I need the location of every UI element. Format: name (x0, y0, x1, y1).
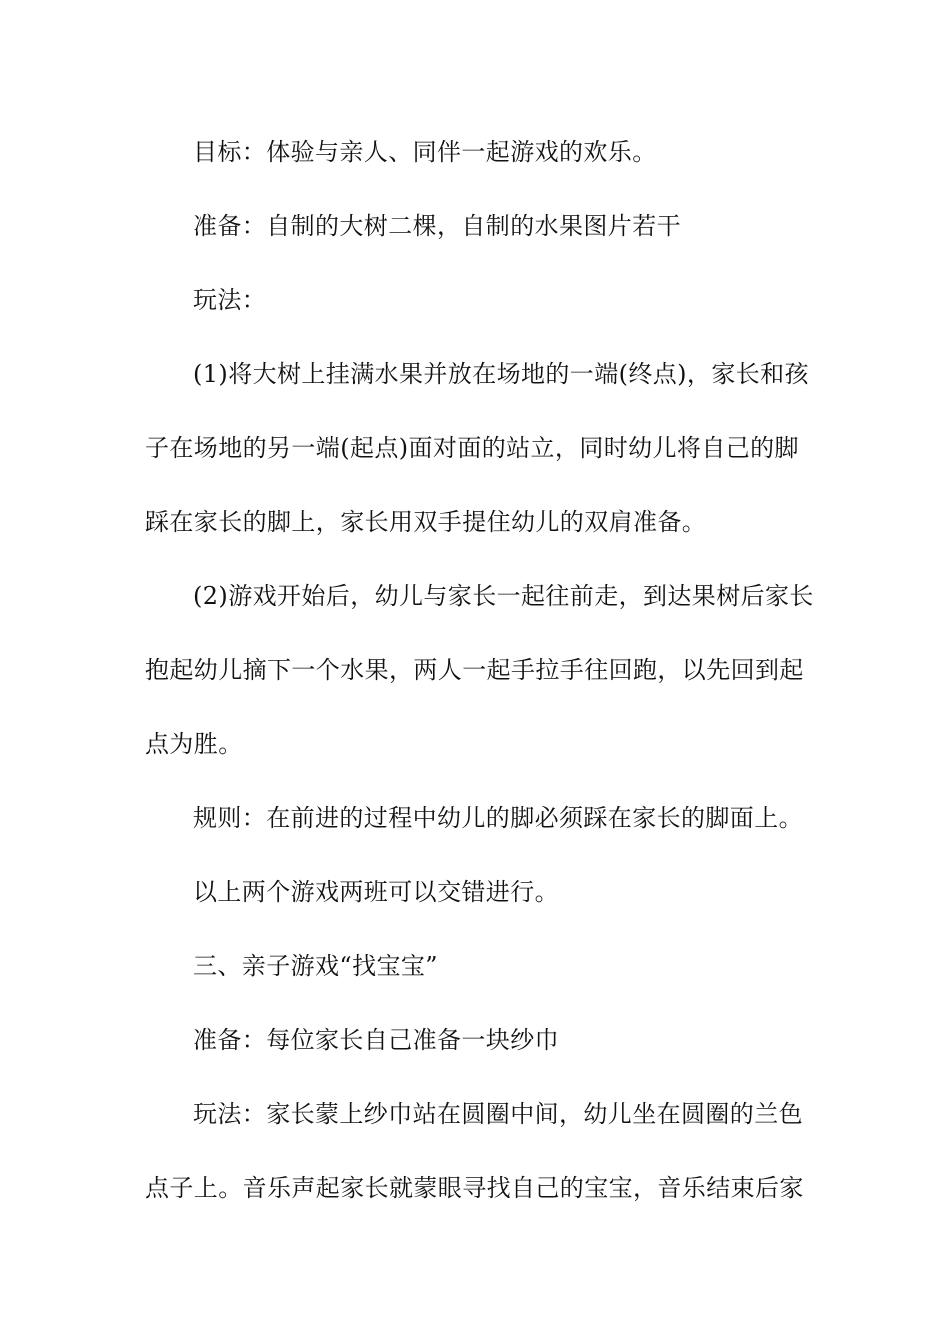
gameplay-heading: 玩法： (193, 286, 267, 314)
step-1-line-2: 子在场地的另一端(起点)面对面的站立，同时幼儿将自己的脚 (145, 434, 799, 462)
step-2-line-3: 点为胜。 (145, 730, 243, 758)
rules-line: 规则：在前进的过程中幼儿的脚必须踩在家长的脚面上。 (193, 804, 803, 832)
preparation-line: 准备：自制的大树二棵，自制的水果图片若干 (193, 212, 681, 240)
section-gameplay-line-1: 玩法：家长蒙上纱巾站在圆圈中间，幼儿坐在圆圈的兰色 (193, 1100, 803, 1128)
step-1-line-1: (1)将大树上挂满水果并放在场地的一端(终点)，家长和孩 (193, 360, 809, 388)
step-2-line-2: 抱起幼儿摘下一个水果，两人一起手拉手往回跑，以先回到起 (145, 656, 804, 684)
section-preparation-line: 准备：每位家长自己准备一块纱巾 (193, 1026, 559, 1054)
section-heading: 三、亲子游戏“找宝宝” (193, 952, 438, 980)
section-gameplay-line-2: 点子上。音乐声起家长就蒙眼寻找自己的宝宝，音乐结束后家 (145, 1174, 804, 1202)
step-1-line-3: 踩在家长的脚上，家长用双手提住幼儿的双肩准备。 (145, 508, 707, 536)
note-line: 以上两个游戏两班可以交错进行。 (193, 878, 559, 906)
step-2-line-1: (2)游戏开始后，幼儿与家长一起往前走，到达果树后家长 (193, 582, 814, 610)
goal-line: 目标：体验与亲人、同伴一起游戏的欢乐。 (193, 138, 657, 166)
